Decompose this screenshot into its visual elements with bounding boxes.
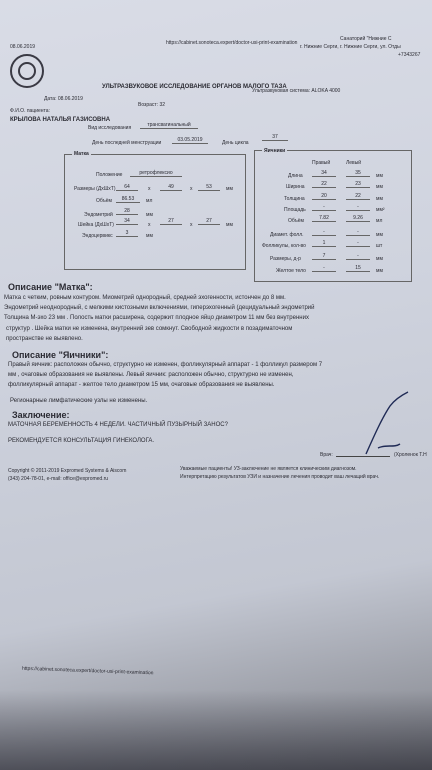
x-sep: х (148, 222, 151, 228)
ovary-right-value: 1 (312, 240, 336, 247)
copyright: Copyright © 2011-2019 Expromed Systems & Aiscom (8, 468, 127, 474)
cervix-thickness: 27 (198, 218, 220, 225)
ovary-unit: мм (376, 232, 383, 238)
conclusion-title: Заключение: (12, 410, 70, 420)
ovary-unit: мм (376, 256, 383, 262)
ovaries-description-line: мм , очаговые образования не выявлены. Левый яичник: расположен обычно, структурно не изменен, (8, 372, 294, 378)
ovaries-description-line: фолликулярный аппарат - желтое тело диаметром 15 мм, очаговые образования не выявлены. (8, 382, 275, 388)
unit: мм (146, 233, 153, 239)
ovary-right-value: 22 (312, 181, 336, 188)
cervix-label: Шейка (ДхШхТ) (78, 222, 114, 228)
ovaries-description-title: Описание "Яичники": (12, 350, 109, 360)
ovary-row-label: Площадь (284, 207, 306, 213)
endocervix-label: Эндоцервикс (82, 233, 113, 239)
uterus-description-line: Матка с четким, ровным контуром. Миометрий однородный, средней эхогенности, истончен до 8 мм. (4, 295, 286, 301)
report-date: Дата: 08.06.2019 (44, 96, 83, 102)
unit: мм (226, 186, 233, 192)
uterus-size-thickness: 53 (198, 184, 220, 191)
ovary-unit: мм (376, 268, 383, 274)
patient-note-2: Интерпретацию результатов УЗИ и назначение лечения проводит ваш лечащий врач. (180, 474, 380, 480)
endometrium-label: Эндометрий (84, 212, 113, 218)
ovary-row-label: Фолликулы, кол-во (262, 243, 306, 249)
clinic-name: Санаторий "Нижние С (340, 36, 392, 42)
patient-name: КРЫЛОВА НАТАЛЬЯ ГАЗИСОВНА (10, 117, 111, 123)
endometrium-value: 28 (116, 208, 138, 215)
left-ovary-header: Левый (346, 160, 362, 166)
print-date: 08.06.2019 (10, 44, 36, 50)
ovary-left-value: 23 (346, 181, 370, 188)
clinic-address: г. Нижние Серги, г. Нижние Серги, ул. Отды (300, 44, 401, 50)
ovary-unit: мм (376, 184, 383, 190)
ovary-right-value: 20 (312, 193, 336, 200)
right-ovary-header: Правый (312, 160, 331, 166)
ovary-row-label: Размеры, д-р (270, 256, 301, 262)
uterus-size-width: 49 (160, 184, 182, 191)
lymph-nodes-note: Регионарные лимфатические узлы не изменены. (10, 398, 148, 404)
uterus-description-line: пространстве не выявлено. (6, 336, 83, 342)
patient-note-1: Уважаемые пациенты! УЗ-заключение не является клиническим диагнозом. (180, 466, 357, 472)
ovary-unit: шт (376, 243, 383, 249)
cervix-width: 27 (160, 218, 182, 225)
report-title: УЛЬТРАЗВУКОВОЕ ИССЛЕДОВАНИЕ ОРГАНОВ МАЛОГО ТАЗА (102, 84, 287, 90)
ovaries-description-line: Правый яичник: расположен обычно, структурно не изменен, фолликулярный аппарат - 1 фолликул размером 7 (8, 362, 323, 368)
uterus-description-line: Толщина М-эхо 23 мм . Полость матки расширена, содержит плодное яйцо диаметром 11 мм без внутренних (4, 315, 309, 321)
ovary-unit: мм (376, 173, 383, 179)
x-sep: х (190, 222, 193, 228)
ovary-left-value: 15 (346, 265, 370, 272)
patient-age: Возраст: 32 (138, 102, 166, 108)
ovary-left-value: - (346, 253, 370, 260)
ovary-left-value: 35 (346, 170, 370, 177)
x-sep: х (148, 186, 151, 192)
cycle-day-value: 37 (262, 134, 288, 141)
ovary-right-value: 7 (312, 253, 336, 260)
uterus-description-line: структур . Шейка матки не изменена, внутренний зев сомкнут. Свободной жидкости в позадиматочном (6, 326, 293, 332)
exam-type-value: трансвагинальный (140, 122, 198, 129)
ovary-row-label: Ширина (286, 184, 305, 190)
doctor-name: (Хроленок Т.Н (394, 452, 427, 458)
endocervix-value: 3 (116, 230, 138, 237)
ovaries-title: Яичники (264, 148, 286, 154)
footer-print-url: https://cabinet.sonoteca.expert/doctor-usi-print-examination (21, 665, 154, 677)
doctor-label: Врач: (320, 452, 333, 458)
uterus-size-length: 64 (116, 184, 138, 191)
unit: мм (226, 222, 233, 228)
last-period-label: День последней менструации (92, 140, 162, 146)
photo-shadow (0, 690, 432, 770)
ovary-row-label: Объём (288, 218, 304, 224)
ovary-row-label: Желтое тело (276, 268, 306, 274)
last-period-value: 03.05.2019 (172, 137, 208, 144)
uterus-description-title: Описание "Матка": (8, 282, 93, 292)
doctor-signature (356, 388, 412, 460)
ovary-unit: мм (376, 196, 383, 202)
ovary-right-value: - (312, 229, 336, 236)
unit: мл (146, 198, 153, 204)
ovary-left-value: 9.26 (346, 215, 370, 222)
uterus-volume-value: 86.53 (116, 196, 140, 203)
ovary-left-value: - (346, 229, 370, 236)
ovary-row-label: Толщина (284, 196, 305, 202)
x-sep: х (190, 186, 193, 192)
ovary-left-value: - (346, 204, 370, 211)
uterus-size-label: Размеры (ДхШхТ) (74, 186, 116, 192)
cycle-day-label: День цикла (222, 140, 249, 146)
clinic-phone: +7343267 (398, 52, 421, 58)
ovary-row-label: Диамет. фолл. (270, 232, 304, 238)
ovary-right-value: - (312, 265, 336, 272)
ovary-right-value: - (312, 204, 336, 211)
unit: мм (146, 212, 153, 218)
exam-type-label: Вид исследования (88, 125, 132, 131)
recommendation-text: РЕКОМЕНДУЕТСЯ КОНСУЛЬТАЦИЯ ГИНЕКОЛОГА. (8, 438, 155, 444)
ovary-unit: мм² (376, 207, 385, 213)
uterus-volume-label: Объём (96, 198, 112, 204)
print-url: https://cabinet.sonoteca.expert/doctor-usi-print-examination (166, 40, 298, 46)
ovary-right-value: 7.82 (312, 215, 336, 222)
clinic-logo (10, 54, 44, 88)
ovary-row-label: Длина (288, 173, 303, 179)
uterus-description-line: Эндометрий неоднородный, с мелкими кистозными включениями, гиперэхогенный (децидуальный эндометрий (4, 305, 315, 311)
uterus-position-label: Положение (96, 172, 123, 178)
cervix-length: 34 (116, 218, 138, 225)
contacts: (343) 204-78-01, e-mail: office@expromed.ru (8, 476, 109, 482)
ovary-unit: мл (376, 218, 383, 224)
patient-label: Ф.И.О. пациента: (10, 108, 50, 114)
uterus-title: Матка (74, 151, 89, 157)
ovary-left-value: 22 (346, 193, 370, 200)
conclusion-text: МАТОЧНАЯ БЕРЕМЕННОСТЬ 4 НЕДЕЛИ. ЧАСТИЧНЫЙ ПУЗЫРНЫЙ ЗАНОС? (8, 422, 228, 428)
ovary-right-value: 34 (312, 170, 336, 177)
uterus-position-value: ретрофлексио (130, 170, 182, 177)
ultrasound-system: Ультразвуковая система: ALOKA 4000 (252, 88, 341, 94)
ovary-left-value: - (346, 240, 370, 247)
